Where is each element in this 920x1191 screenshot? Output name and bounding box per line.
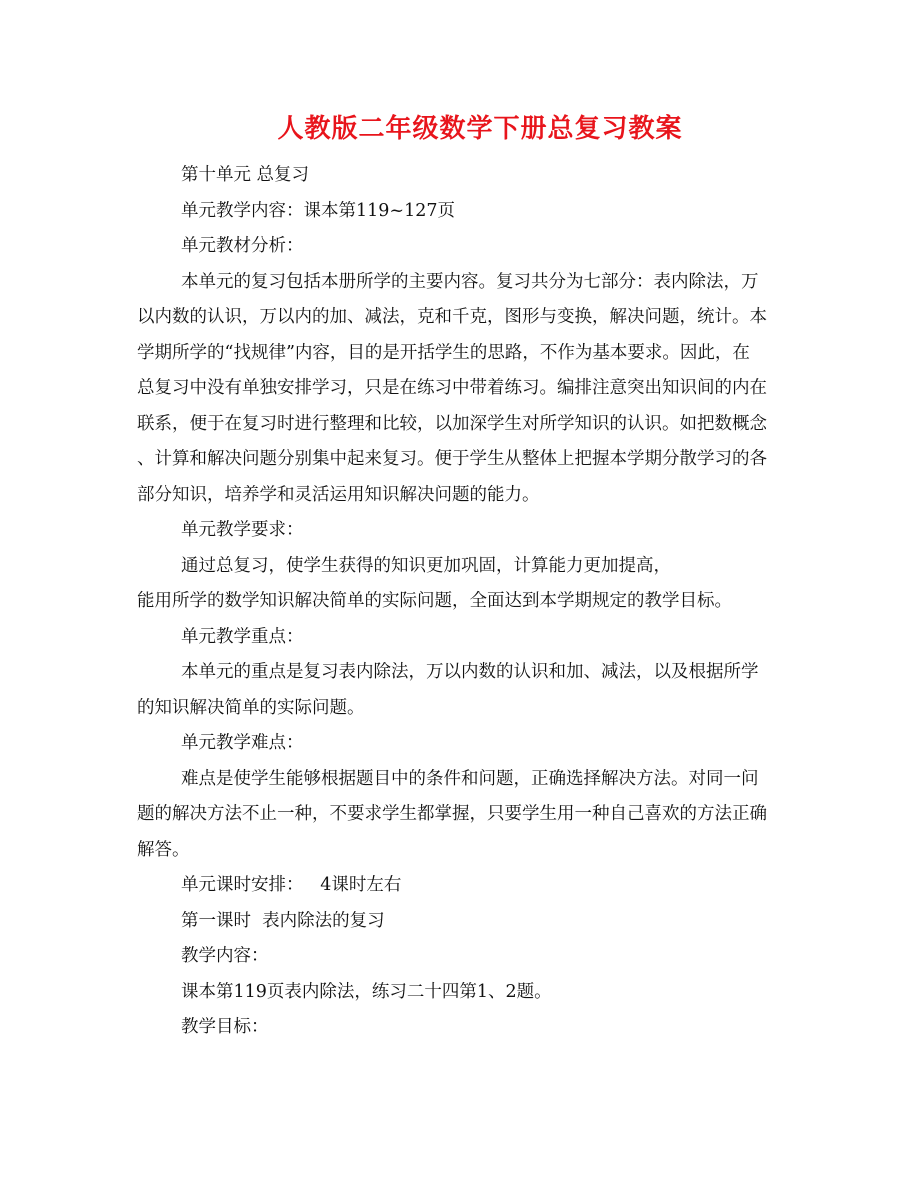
text-line: 总复习中没有单独安排学习，只是在练习中带着练习。编排注意突出知识间的内在 xyxy=(137,378,767,398)
text-line: 教学目标： xyxy=(181,1017,269,1037)
document-title: 人教版二年级数学下册总复习教案 xyxy=(277,114,683,144)
text-line: 解答。 xyxy=(137,839,190,860)
text-line: 单元教学内容：课本第119~127页 xyxy=(181,200,455,221)
text-line: 通过总复习，使学生获得的知识更加巩固，计算能力更加提高， xyxy=(181,555,671,576)
text-line: 教学内容： xyxy=(181,946,269,966)
text-line: 、计算和解决问题分别集中起来复习。便于学生从整体上把握本学期分散学习的各 xyxy=(137,449,767,469)
text-line: 题的解决方法不止一种，不要求学生都掌握，只要学生用一种自己喜欢的方法正确 xyxy=(137,804,767,824)
text-line: 联系，便于在复习时进行整理和比较，以加深学生对所学知识的认识。如把数概念 xyxy=(137,413,767,434)
text-line: 单元课时安排： 4课时左右 xyxy=(181,875,402,895)
text-line: 单元教材分析： xyxy=(181,236,304,256)
text-line: 的知识解决简单的实际问题。 xyxy=(137,697,365,718)
text-line: 本单元的重点是复习表内除法，万以内数的认识和加、减法，以及根据所学 xyxy=(181,662,759,682)
text-line: 学期所学的“找规律”内容，目的是开括学生的思路，不作为基本要求。因此，在 xyxy=(137,342,750,363)
text-line: 单元教学难点： xyxy=(181,733,304,753)
text-line: 单元教学重点： xyxy=(181,626,304,647)
text-line: 第一课时 表内除法的复习 xyxy=(181,910,385,931)
text-line: 以内数的认识，万以内的加、减法，克和千克，图形与变换，解决问题，统计。本 xyxy=(137,307,767,327)
text-line: 部分知识，培养学和灵活运用知识解决问题的能力。 xyxy=(137,484,540,505)
document-body xyxy=(137,158,797,1046)
text-line: 本单元的复习包括本册所学的主要内容。复习共分为七部分：表内除法，万 xyxy=(181,271,759,292)
text-line: 能用所学的数学知识解决简单的实际问题，全面达到本学期规定的教学目标。 xyxy=(137,591,732,611)
text-line: 单元教学要求： xyxy=(181,520,304,540)
text-line: 课本第119页表内除法，练习二十四第1、2题。 xyxy=(181,981,552,1002)
text-line: 第十单元 总复习 xyxy=(181,165,310,185)
text-line: 难点是使学生能够根据题目中的条件和问题，正确选择解决方法。对同一问 xyxy=(181,768,759,789)
